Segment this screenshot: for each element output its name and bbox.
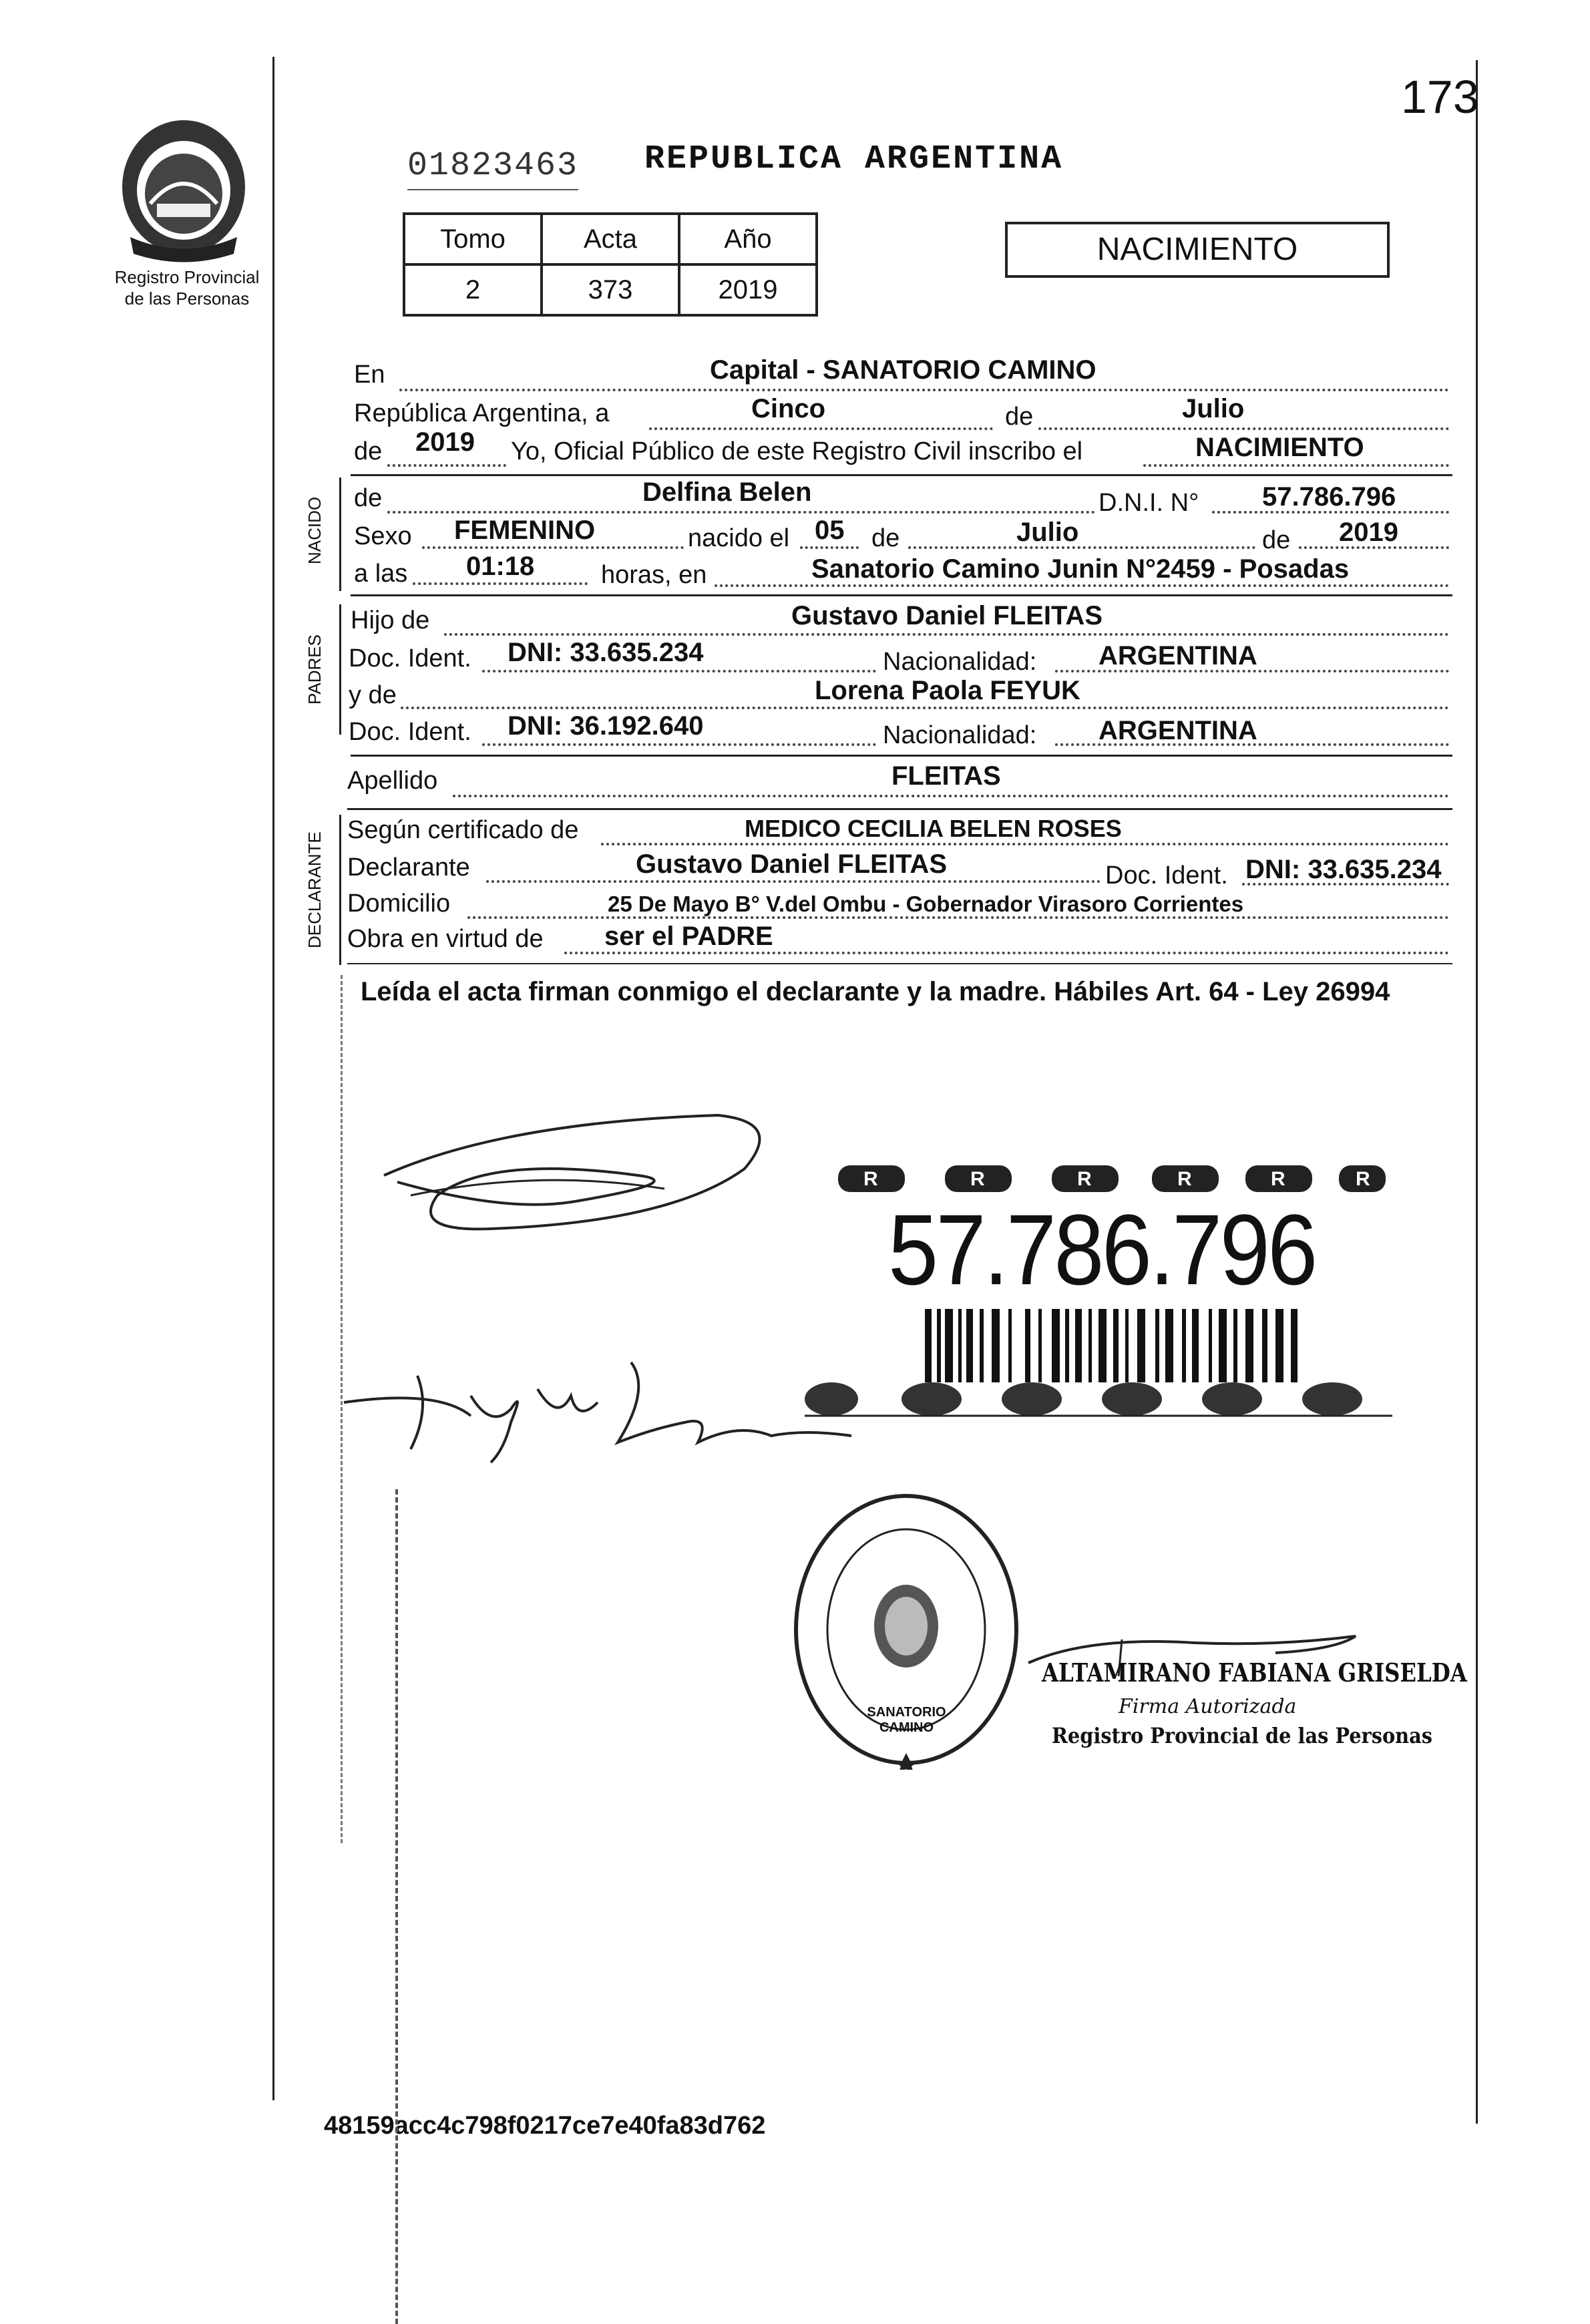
label-nombre: de [354, 484, 383, 512]
value-dni: 57.786.796 [1262, 482, 1396, 512]
table-header-acta: Acta [542, 214, 679, 264]
value-anio: 2019 [415, 427, 475, 457]
value-lugar-nacimiento: Sanatorio Camino Junin N°2459 - Posadas [811, 554, 1350, 584]
dots-acto [1143, 464, 1449, 467]
label-apellido: Apellido [347, 767, 438, 795]
label-oficial: Yo, Oficial Público de este Registro Civil inscribo el [511, 437, 1083, 465]
mother-signature [337, 1349, 858, 1469]
label-domicilio: Domicilio [347, 890, 451, 918]
dni-sticker-number: 57.786.796 [888, 1193, 1316, 1306]
value-nacido-anio: 2019 [1339, 518, 1398, 547]
svg-text:R: R [1177, 1168, 1192, 1190]
label-sexo: Sexo [354, 522, 412, 550]
value-padre: Gustavo Daniel FLEITAS [791, 601, 1103, 630]
dots-obra-en-virtud [564, 952, 1449, 954]
left-margin-line [272, 57, 274, 2100]
svg-text:R: R [1077, 1168, 1092, 1190]
value-segun-certificado: MEDICO CECILIA BELEN ROSES [745, 815, 1122, 842]
label-nacido-de: de [871, 524, 900, 552]
document-hash: 48159acc4c798f0217ce7e40fa83d762 [324, 2112, 766, 2140]
label-doc-madre: Doc. Ident. [349, 718, 471, 746]
dots-doc-madre [482, 743, 876, 746]
section-bar-nacido [339, 477, 341, 591]
label-segun-certificado: Según certificado de [347, 816, 579, 844]
official-stamp [791, 1493, 1022, 1770]
registry-seal [117, 117, 250, 264]
dots-doc-padre [482, 670, 876, 672]
value-apellido: FLEITAS [891, 761, 1001, 791]
dots-en [399, 389, 1449, 391]
svg-text:R: R [1271, 1168, 1285, 1190]
value-nacionalidad-padre: ARGENTINA [1099, 641, 1257, 670]
section-bar-padres [339, 604, 341, 735]
table-header-tomo: Tomo [404, 214, 542, 264]
value-hora: 01:18 [466, 552, 535, 581]
dots-mes [1038, 427, 1449, 430]
value-nacido-mes: Julio [1016, 518, 1079, 547]
label-nacido-el: nacido el [688, 524, 790, 552]
section-label-nacido: NACIDO [305, 496, 325, 564]
seal-caption-2: de las Personas [124, 288, 250, 309]
label-y-de: y de [349, 681, 397, 709]
table-value-acta: 373 [542, 264, 679, 315]
dots-dia [649, 427, 993, 430]
stamp-inner-text: SANATORIO CAMINO [867, 1705, 946, 1735]
label-horas-en: horas, en [601, 561, 707, 589]
dots-apellido [453, 795, 1449, 797]
separator-2 [351, 594, 1452, 596]
dots-madre [401, 707, 1449, 709]
official-role: Firma Autorizada [1119, 1695, 1297, 1718]
separator-3 [351, 755, 1452, 757]
record-type-box: NACIMIENTO [1005, 222, 1390, 278]
dots-nacido-dia [800, 546, 859, 549]
dots-nacido-mes [908, 546, 1255, 549]
label-a-las: a las [354, 560, 408, 588]
value-obra-en-virtud: ser el PADRE [604, 922, 773, 951]
official-office: Registro Provincial de las Personas [1052, 1723, 1432, 1748]
label-en: En [354, 361, 385, 389]
label-doc-padre: Doc. Ident. [349, 644, 471, 672]
dots-lugar-nacimiento [715, 584, 1449, 587]
dots-doc-declarante [1242, 883, 1449, 886]
official-name: ALTAMIRANO FABIANA GRISELDA [1042, 1658, 1467, 1688]
security-d-pattern-icon [805, 1366, 1392, 1419]
value-madre: Lorena Paola FEYUK [815, 676, 1080, 705]
value-mes: Julio [1182, 394, 1245, 423]
value-doc-madre: DNI: 36.192.640 [508, 711, 704, 741]
scan-mark-left [395, 1489, 398, 2324]
page-number: 173 [1401, 71, 1479, 123]
svg-text:R: R [970, 1168, 985, 1190]
label-doc-declarante: Doc. Ident. [1105, 861, 1228, 890]
label-de: de [1005, 403, 1034, 431]
value-doc-padre: DNI: 33.635.234 [508, 638, 704, 667]
right-margin-line [1476, 60, 1478, 2124]
serial-number: 01823463 [407, 147, 578, 190]
value-nombre: Delfina Belen [642, 477, 812, 507]
dots-anio [387, 464, 506, 467]
label-dni: D.N.I. N° [1099, 489, 1199, 517]
section-label-padres: PADRES [305, 634, 325, 705]
dots-declarante [486, 880, 1101, 883]
document-title: REPUBLICA ARGENTINA [644, 140, 1064, 178]
dots-nombre [387, 511, 1095, 514]
dots-segun-certificado [601, 843, 1449, 845]
value-lugar-inscripcion: Capital - SANATORIO CAMINO [710, 355, 1097, 385]
dots-hora [413, 582, 588, 585]
value-nacido-dia: 05 [815, 516, 845, 545]
separator-4 [347, 808, 1452, 810]
value-declarante: Gustavo Daniel FLEITAS [636, 849, 947, 879]
value-domicilio: 25 De Mayo B° V.del Ombu - Gobernador Virasoro Corrientes [608, 892, 1244, 916]
provincia-de-misiones-seal-icon [117, 117, 250, 264]
closing-statement: Leída el acta firman conmigo el declarante y la madre. Hábiles Art. 64 - Ley 26994 [361, 977, 1390, 1006]
separator-1 [351, 474, 1452, 476]
svg-text:R: R [1356, 1168, 1370, 1190]
svg-text:R: R [863, 1168, 878, 1190]
table-value-anio: 2019 [679, 264, 817, 315]
value-dia: Cinco [751, 394, 826, 423]
label-obra-en-virtud: Obra en virtud de [347, 925, 544, 953]
seal-caption-1: Registro Provincial [114, 267, 260, 287]
value-acto: NACIMIENTO [1195, 433, 1364, 462]
dni-sticker [805, 1145, 1392, 1419]
coat-of-arms-icon [874, 1585, 938, 1668]
label-hijo-de: Hijo de [351, 606, 430, 634]
label-nacionalidad-padre: Nacionalidad: [883, 648, 1037, 676]
label-nacionalidad-madre: Nacionalidad: [883, 721, 1037, 749]
scan-mark-left-2 [341, 975, 343, 1843]
label-nacido-de-2: de [1262, 526, 1291, 554]
section-label-declarante: DECLARANTE [305, 831, 325, 948]
registry-table [403, 212, 818, 317]
value-sexo: FEMENINO [454, 516, 596, 545]
declarant-signature [371, 1095, 805, 1249]
dots-padre [444, 633, 1449, 636]
label-de-anio: de [354, 437, 383, 465]
label-declarante: Declarante [347, 853, 470, 882]
table-value-tomo: 2 [404, 264, 542, 315]
value-nacionalidad-madre: ARGENTINA [1099, 716, 1257, 745]
section-bar-declarante [339, 815, 341, 965]
table-header-anio: Año [679, 214, 817, 264]
dots-sexo [422, 546, 684, 549]
value-doc-declarante: DNI: 33.635.234 [1245, 855, 1442, 884]
label-republica: República Argentina, a [354, 399, 610, 427]
separator-5 [347, 963, 1452, 964]
